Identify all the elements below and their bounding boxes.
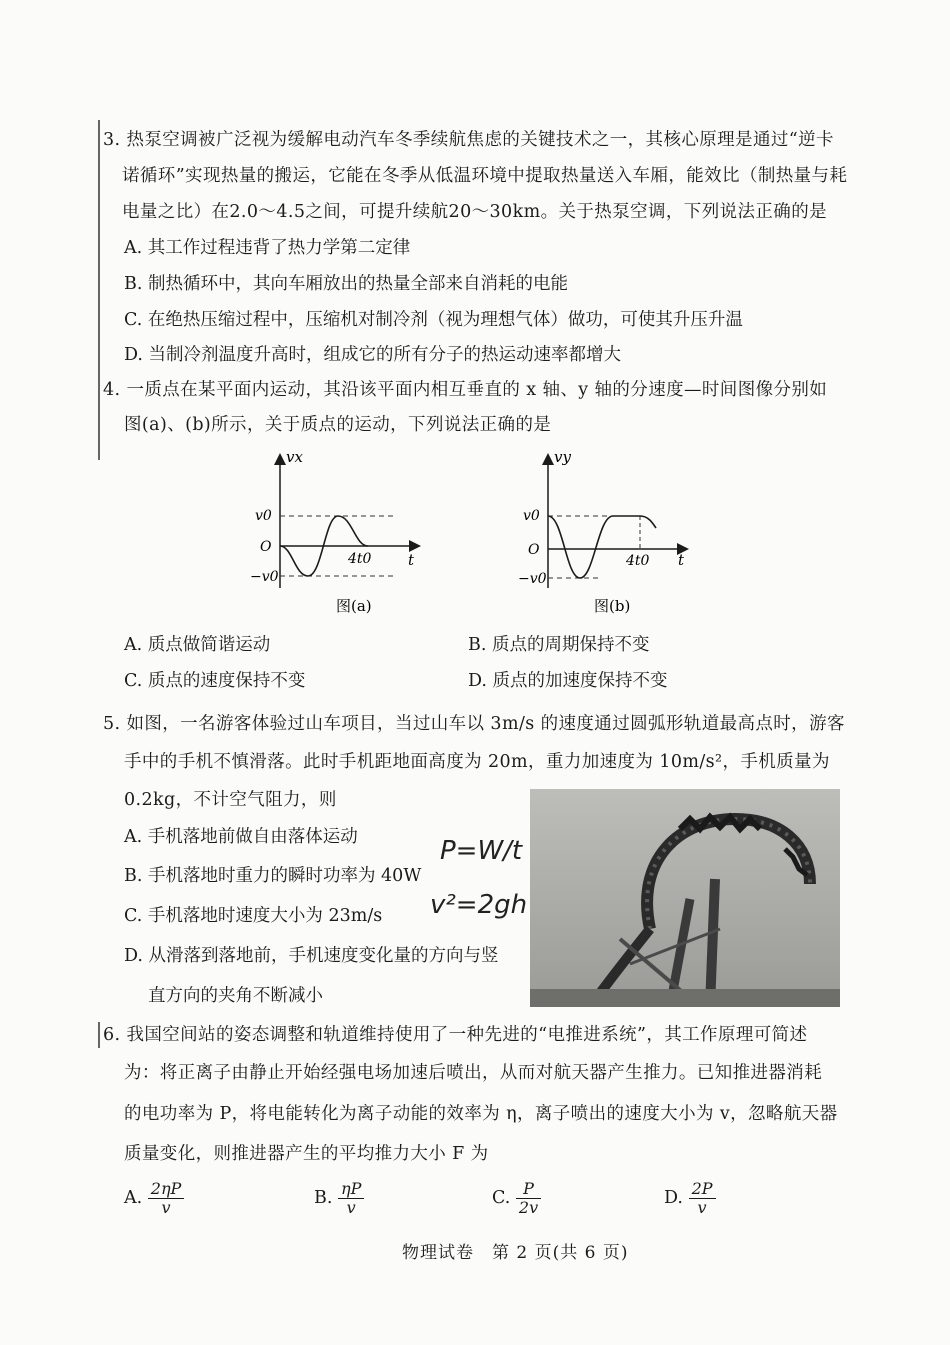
q6-option-d-den: v xyxy=(697,1198,707,1217)
q6-option-c-label: C. xyxy=(492,1188,511,1208)
q5-option-d-cont: 直方向的夹角不断减小 xyxy=(148,986,323,1006)
q3-option-d: D. 当制冷剂温度升高时，组成它的所有分子的热运动速率都增大 xyxy=(124,345,622,365)
q5-line-1: 5. 如图，一名游客体验过山车项目，当过山车以 3m/s 的速度通过圆弧形轨道最高点时，游客 xyxy=(103,714,845,734)
q4-option-d: D. 质点的加速度保持不变 xyxy=(468,671,668,691)
graph-a-4t0: 4t0 xyxy=(348,551,372,567)
q6-option-a-fraction xyxy=(148,1180,185,1217)
q4-option-b: B. 质点的周期保持不变 xyxy=(468,635,650,655)
graph-b-origin: O xyxy=(528,542,540,558)
q3-line-2: 诺循环”实现热量的搬运，它能在冬季从低温环境中提取热量送入车厢，能效比（制热量与耗 xyxy=(122,166,848,186)
graph-b-4t0: 4t0 xyxy=(626,553,650,569)
graph-b-v0: v0 xyxy=(523,508,540,524)
q5-line-3: 0.2kg，不计空气阻力，则 xyxy=(124,790,337,810)
graph-b-caption: 图(b) xyxy=(594,597,631,615)
q6-line-2: 为：将正离子由静止开始经强电场加速后喷出，从而对航天器产生推力。已知推进器消耗 xyxy=(124,1063,823,1083)
q5-option-c: C. 手机落地时速度大小为 23m/s xyxy=(124,906,383,926)
q6-option-b-label: B. xyxy=(314,1188,333,1208)
graph-a xyxy=(250,448,430,623)
graph-b-t-label: t xyxy=(678,551,685,569)
q3-option-a: A. 其工作过程违背了热力学第二定律 xyxy=(124,238,411,258)
q5-option-a: A. 手机落地前做自由落体运动 xyxy=(124,827,358,847)
roller-coaster-photo xyxy=(530,789,840,1007)
q4-line-2: 图(a)、(b)所示，关于质点的运动，下列说法正确的是 xyxy=(124,415,552,435)
q6-option-c-fraction xyxy=(516,1180,541,1217)
q6-option-a-den: v xyxy=(161,1198,171,1217)
margin-bar-top xyxy=(98,120,100,460)
q6-option-c-num: P xyxy=(516,1180,541,1199)
q5-line-2: 手中的手机不慎滑落。此时手机距地面高度为 20m，重力加速度为 10m/s²，手机质量为 xyxy=(124,752,830,772)
q6-option-d-fraction xyxy=(689,1180,716,1217)
handwritten-note-velocity: v²=2gh xyxy=(430,890,528,920)
q6-option-a-label: A. xyxy=(124,1188,143,1208)
q6-option-b-num: ηP xyxy=(338,1180,364,1199)
q4-option-c: C. 质点的速度保持不变 xyxy=(124,671,306,691)
graph-a-ylabel: vx xyxy=(286,448,303,466)
graph-b-neg-v0: −v0 xyxy=(518,571,547,587)
q6-option-d-num: 2P xyxy=(689,1180,716,1199)
q3-option-b: B. 制热循环中，其向车厢放出的热量全部来自消耗的电能 xyxy=(124,274,568,294)
q5-option-b: B. 手机落地时重力的瞬时功率为 40W xyxy=(124,866,422,886)
q6-option-d xyxy=(664,1180,716,1217)
q6-line-1: 6. 我国空间站的姿态调整和轨道维持使用了一种先进的“电推进系统”，其工作原理可简述 xyxy=(103,1025,808,1045)
q6-option-c xyxy=(492,1180,541,1217)
q3-line-3: 电量之比）在2.0～4.5之间，可提升续航20～30km。关于热泵空调，下列说法正确的是 xyxy=(122,202,827,222)
q6-option-a xyxy=(124,1180,184,1217)
q5-option-d: D. 从滑落到落地前，手机速度变化量的方向与竖 xyxy=(124,946,499,966)
graph-a-origin: O xyxy=(260,539,272,555)
q6-option-a-num: 2ηP xyxy=(148,1180,185,1199)
page-footer: 物理试卷 第 2 页(共 6 页) xyxy=(402,1243,629,1263)
q6-option-c-den: 2v xyxy=(518,1198,539,1217)
graph-a-neg-v0: −v0 xyxy=(250,569,279,585)
q6-option-d-label: D. xyxy=(664,1188,683,1208)
graph-a-v0: v0 xyxy=(255,508,272,524)
graph-b-ylabel: vy xyxy=(554,448,571,466)
graph-a-caption: 图(a) xyxy=(336,597,372,615)
graph-a-t-label: t xyxy=(408,551,415,569)
q6-option-b-fraction xyxy=(338,1180,364,1217)
margin-bar-bottom xyxy=(98,1022,100,1048)
q3-option-c: C. 在绝热压缩过程中，压缩机对制冷剂（视为理想气体）做功，可使其升压升温 xyxy=(124,310,743,330)
q6-option-b xyxy=(314,1180,364,1217)
handwritten-note-power: P=W/t xyxy=(440,836,523,866)
q4-option-a: A. 质点做简谐运动 xyxy=(124,635,271,655)
q4-line-1: 4. 一质点在某平面内运动，其沿该平面内相互垂直的 x 轴、y 轴的分速度—时间图像分别如 xyxy=(103,380,828,400)
graph-b xyxy=(518,448,698,623)
q6-line-4: 质量变化，则推进器产生的平均推力大小 F 为 xyxy=(124,1144,489,1164)
q3-line-1: 3. 热泵空调被广泛视为缓解电动汽车冬季续航焦虑的关键技术之一，其核心原理是通过“逆卡 xyxy=(103,130,834,150)
q6-option-b-den: v xyxy=(346,1198,356,1217)
q6-line-3: 的电功率为 P，将电能转化为离子动能的效率为 η，离子喷出的速度大小为 v，忽略航天器 xyxy=(124,1104,838,1124)
